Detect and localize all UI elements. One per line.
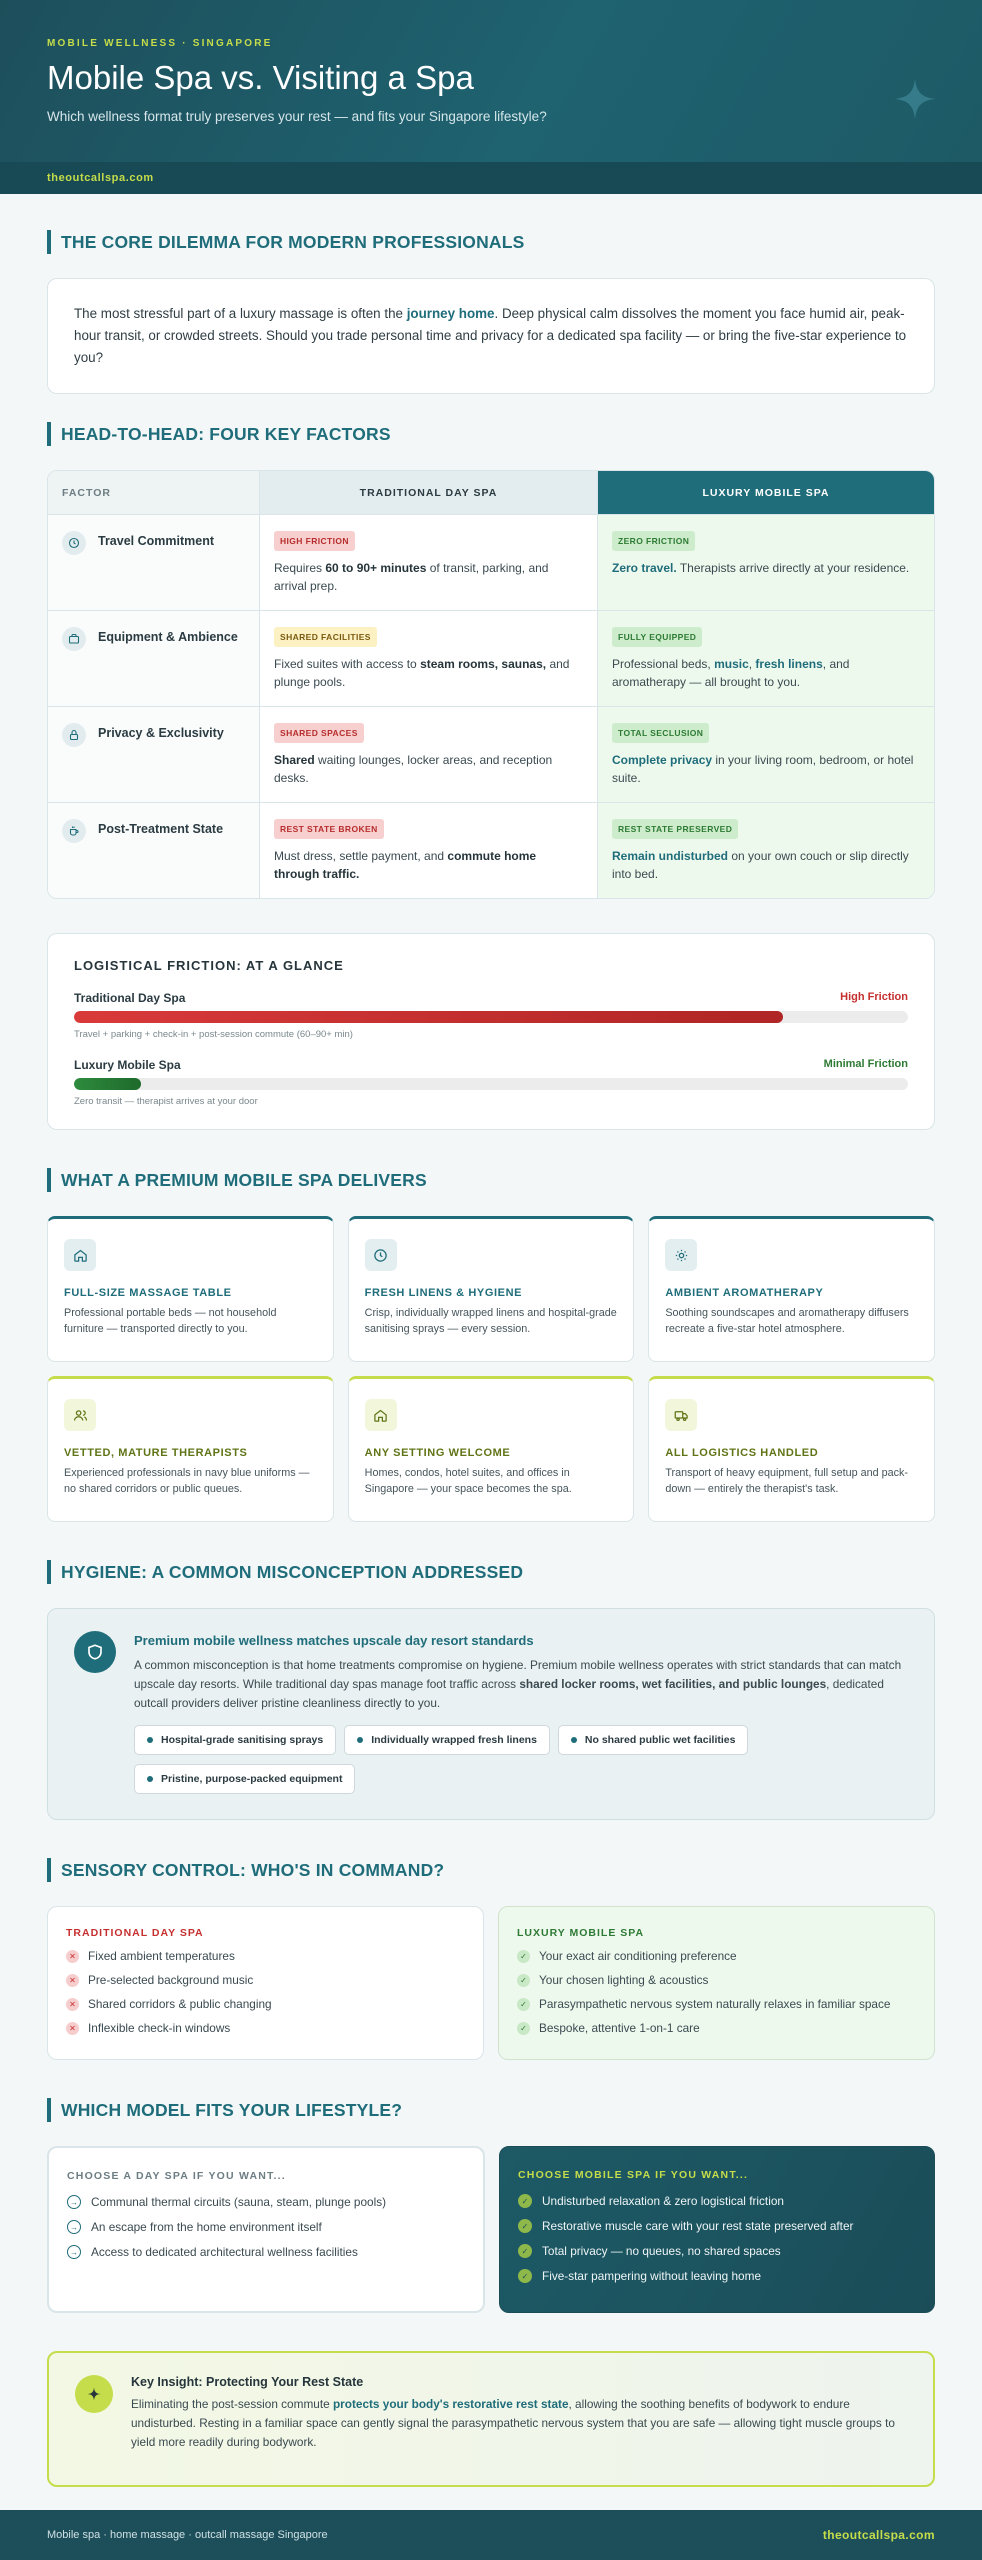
feature-card <box>47 1376 334 1522</box>
cell-text-highlight: Remain undisturbed <box>612 849 729 863</box>
friction-bar-track <box>74 1078 908 1090</box>
arrow-right-icon: → <box>67 2195 81 2209</box>
table-row <box>48 610 934 706</box>
check-icon: ✓ <box>518 2244 532 2258</box>
cell-text <box>274 559 583 595</box>
sensory-day-spa <box>47 1906 484 2060</box>
list-item-text: Restorative muscle care with your rest state preserved after <box>542 2219 854 2233</box>
sensory-mobile-title: LUXURY MOBILE SPA <box>517 1927 645 1939</box>
insight-text-part: , allowing the soothing benefits of bodywork to endure undisturbed. Resting in a familiar space can gently signal the parasympathetic nervous system that you are safe — allowing tight muscle groups to yield more readily during bodywork. <box>131 2397 895 2449</box>
arrow-right-icon: → <box>67 2220 81 2234</box>
dilemma-highlight: journey home <box>406 306 495 321</box>
features-grid <box>47 1216 935 1522</box>
factor-name: Equipment & Ambience <box>98 630 238 644</box>
list-item <box>518 2219 916 2233</box>
table-row <box>48 802 934 898</box>
status-badge: ZERO FRICTION <box>612 531 695 551</box>
factor-name: Post-Treatment State <box>98 822 224 836</box>
factor-cell <box>48 515 260 610</box>
friction-bar-track <box>74 1011 908 1023</box>
users-icon <box>64 1399 96 1431</box>
list-item <box>518 2194 916 2208</box>
hygiene-text <box>134 1656 908 1713</box>
sensory-day-title: TRADITIONAL DAY SPA <box>66 1927 204 1939</box>
hygiene-text-part: , dedicated outcall providers deliver pristine cleanliness directly to you. <box>134 1677 884 1710</box>
section-title-hygiene: HYGIENE: A COMMON MISCONCEPTION ADDRESSED <box>47 1560 935 1584</box>
hygiene-heading: Premium mobile wellness matches upscale day resort standards <box>134 1633 534 1648</box>
list-item-text: Fixed ambient temperatures <box>88 1949 235 1963</box>
chip-label: Pristine, purpose-packed equipment <box>161 1773 343 1785</box>
list-item-text: An escape from the home environment itself <box>91 2220 322 2234</box>
friction-item-day-spa <box>74 991 908 1040</box>
cross-icon: ✕ <box>66 2022 79 2035</box>
list-item-text: Pre-selected background music <box>88 1973 254 1987</box>
dilemma-text-a: The most stressful part of a luxury massage is often the <box>74 306 407 321</box>
table-row <box>48 514 934 610</box>
list-item-text: Parasympathetic nervous system naturally relaxes in familiar space <box>539 1997 891 2011</box>
header-mobile-spa: LUXURY MOBILE SPA <box>598 471 934 514</box>
feature-card <box>47 1216 334 1362</box>
main-content <box>0 230 982 2487</box>
factor-cell <box>48 611 260 706</box>
friction-level: Minimal Friction <box>823 1058 908 1070</box>
key-insight-card <box>47 2351 935 2487</box>
friction-note: Zero transit — therapist arrives at your door <box>74 1096 258 1107</box>
status-badge: TOTAL SECLUSION <box>612 723 709 743</box>
list-item <box>518 2244 916 2258</box>
clock-icon <box>365 1239 397 1271</box>
feature-desc: Experienced professionals in navy blue uniforms — no shared corridors or public queues. <box>64 1467 310 1495</box>
check-icon: ✓ <box>517 1998 530 2011</box>
feature-desc: Professional portable beds — not household furniture — transported directly to you. <box>64 1307 277 1335</box>
cell-text-highlight: Zero travel. <box>612 561 677 575</box>
cell-text-part: Fixed suites with access to <box>274 657 421 671</box>
list-item-text: Five-star pampering without leaving home <box>542 2269 762 2283</box>
check-icon: ✓ <box>517 2022 530 2035</box>
briefcase-icon <box>62 627 86 651</box>
list-item-text: Bespoke, attentive 1-on-1 care <box>539 2021 700 2035</box>
header-day-spa: TRADITIONAL DAY SPA <box>260 471 598 514</box>
feature-title: FULL-SIZE MASSAGE TABLE <box>64 1287 232 1299</box>
header-factor: FACTOR <box>48 471 260 514</box>
list-item <box>517 2021 916 2035</box>
status-badge: SHARED FACILITIES <box>274 627 377 647</box>
factor-name: Privacy & Exclusivity <box>98 726 224 740</box>
feature-card <box>648 1216 935 1362</box>
lifestyle-comparison <box>47 2146 935 2313</box>
status-badge: REST STATE BROKEN <box>274 819 384 839</box>
cell-text <box>612 751 920 787</box>
lock-icon <box>62 723 86 747</box>
feature-desc: Transport of heavy equipment, full setup and pack-down — entirely the therapist's task. <box>665 1467 908 1495</box>
cross-icon: ✕ <box>66 1998 79 2011</box>
feature-desc: Soothing soundscapes and aromatherapy diffusers recreate a five-star hotel atmosphere. <box>665 1307 909 1335</box>
check-icon: ✓ <box>517 1974 530 1987</box>
bullet-dot <box>357 1737 363 1743</box>
list-item <box>517 1949 916 1963</box>
cell-text-bold: steam rooms, saunas, <box>420 657 547 671</box>
list-item-text: Your chosen lighting & acoustics <box>539 1973 709 1987</box>
cup-icon <box>62 819 86 843</box>
lifestyle-day-spa <box>47 2146 485 2313</box>
hygiene-body <box>134 1631 908 1793</box>
domain-link[interactable]: theoutcallspa.com <box>47 172 154 184</box>
mobile-spa-cell <box>598 611 934 706</box>
mobile-spa-cell <box>598 707 934 802</box>
list-item-text: Undisturbed relaxation & zero logistical friction <box>542 2194 784 2208</box>
factor-name: Travel Commitment <box>98 534 215 548</box>
cell-text-part: Therapists arrive directly at your residence. <box>676 561 910 575</box>
cell-text <box>274 751 583 787</box>
insight-text <box>131 2395 907 2452</box>
hero-eyebrow: MOBILE WELLNESS · SINGAPORE <box>47 38 273 49</box>
sensory-comparison <box>47 1906 935 2060</box>
chip-label: No shared public wet facilities <box>584 1734 736 1746</box>
list-item <box>518 2269 916 2283</box>
cell-text-bold: Shared <box>274 753 315 767</box>
insight-body <box>131 2375 907 2463</box>
list-item <box>67 2245 465 2259</box>
list-item <box>517 1973 916 1987</box>
section-title-delivers: WHAT A PREMIUM MOBILE SPA DELIVERS <box>47 1168 935 1192</box>
feature-title: ALL LOGISTICS HANDLED <box>665 1447 819 1459</box>
factor-cell <box>48 803 260 898</box>
feature-desc: Homes, condos, hotel suites, and offices in Singapore — your space becomes the spa. <box>364 1467 572 1495</box>
cell-text-part: waiting lounges, locker areas, and reception desks. <box>274 753 553 785</box>
cell-text-part: on your own couch or slip directly into bed. <box>612 849 909 881</box>
cell-text-part: Professional beds, <box>612 657 715 671</box>
friction-level: High Friction <box>840 991 908 1003</box>
hygiene-chips <box>134 1725 908 1794</box>
cell-text-part: and plunge pools. <box>274 657 570 689</box>
feature-desc: Crisp, individually wrapped linens and hospital-grade sanitising sprays — every session. <box>364 1307 617 1335</box>
insight-highlight: protects your body's restorative rest state <box>332 2397 569 2411</box>
lifestyle-mobile-spa <box>499 2146 935 2313</box>
section-title-factors: HEAD-TO-HEAD: FOUR KEY FACTORS <box>47 422 935 446</box>
feature-title: VETTED, MATURE THERAPISTS <box>64 1447 248 1459</box>
friction-label: Luxury Mobile Spa <box>74 1058 181 1072</box>
lifestyle-day-title: CHOOSE A DAY SPA IF YOU WANT... <box>67 2170 286 2182</box>
status-badge: HIGH FRICTION <box>274 531 355 551</box>
cell-text <box>274 655 583 691</box>
cell-text <box>612 655 920 691</box>
friction-item-mobile-spa <box>74 1058 908 1107</box>
feature-card <box>348 1216 635 1362</box>
truck-icon <box>665 1399 697 1431</box>
hygiene-chip <box>134 1725 336 1755</box>
cell-text-highlight: music <box>714 657 749 671</box>
feature-title: FRESH LINENS & HYGIENE <box>364 1287 523 1299</box>
cell-text-part: in your living room, bedroom, or hotel suite. <box>612 753 914 785</box>
cell-text-bold: 60 to 90+ minutes <box>325 561 427 575</box>
sparkle-icon <box>892 76 938 122</box>
friction-label: Traditional Day Spa <box>74 991 186 1005</box>
list-item <box>66 1973 465 1987</box>
list-item-text: Total privacy — no queues, no shared spaces <box>542 2244 781 2258</box>
list-item-text: Shared corridors & public changing <box>88 1997 272 2011</box>
check-icon: ✓ <box>517 1950 530 1963</box>
hygiene-chip <box>558 1725 749 1755</box>
friction-bar-fill <box>74 1011 783 1023</box>
feature-card <box>648 1376 935 1522</box>
home-icon <box>365 1399 397 1431</box>
insight-title: Key Insight: Protecting Your Rest State <box>131 2375 364 2389</box>
cell-text-part: , and aromatherapy — all brought to you. <box>612 657 850 689</box>
day-spa-cell <box>260 515 598 610</box>
feature-card <box>348 1376 635 1522</box>
section-title-lifestyle: WHICH MODEL FITS YOUR LIFESTYLE? <box>47 2098 935 2122</box>
cross-icon: ✕ <box>66 1950 79 1963</box>
chip-label: Hospital-grade sanitising sprays <box>161 1734 324 1746</box>
sun-icon <box>665 1239 697 1271</box>
domain-bar <box>0 162 982 194</box>
dilemma-text-b: . Deep physical calm dissolves the moment you face humid air, peak-hour transit, or crowded streets. Should you trade personal time and privacy for a dedicated spa facility — or bring the five-star experience to you? <box>74 306 907 365</box>
comparison-table <box>47 470 935 899</box>
chip-label: Individually wrapped fresh linens <box>371 1734 537 1746</box>
day-spa-cell <box>260 611 598 706</box>
list-item <box>67 2195 465 2209</box>
list-item <box>66 2021 465 2035</box>
cell-text-highlight: fresh linens <box>755 657 823 671</box>
cell-text-part: of transit, parking, and arrival prep. <box>274 561 549 593</box>
hygiene-text-part: A common misconception is that home treatments compromise on hygiene. Premium mobile wellness operates with strict standards that can match upscale day resorts. While traditional day spas manage foot traffic across <box>134 1658 902 1691</box>
hygiene-chip <box>344 1725 550 1755</box>
cell-text <box>612 847 920 883</box>
insight-text-part: Eliminating the post-session commute <box>131 2397 333 2411</box>
friction-card <box>47 933 935 1130</box>
cell-text-part: , <box>748 657 756 671</box>
cell-text-part: Requires <box>274 561 326 575</box>
shield-icon <box>74 1631 116 1673</box>
status-badge: REST STATE PRESERVED <box>612 819 738 839</box>
hygiene-text-bold: shared locker rooms, wet facilities, and public lounges <box>519 1677 827 1691</box>
table-row <box>48 706 934 802</box>
footer-domain-link[interactable]: theoutcallspa.com <box>822 2528 935 2542</box>
hero-header <box>0 0 982 162</box>
list-item-text: Communal thermal circuits (sauna, steam, plunge pools) <box>91 2195 387 2209</box>
friction-title: LOGISTICAL FRICTION: AT A GLANCE <box>74 958 344 973</box>
section-title-dilemma: THE CORE DILEMMA FOR MODERN PROFESSIONALS <box>47 230 935 254</box>
friction-note: Travel + parking + check-in + post-session commute (60–90+ min) <box>74 1029 353 1040</box>
arrow-right-icon: → <box>67 2245 81 2259</box>
list-item <box>67 2220 465 2234</box>
bullet-dot <box>147 1776 153 1782</box>
list-item-text: Your exact air conditioning preference <box>539 1949 737 1963</box>
friction-bar-fill <box>74 1078 141 1090</box>
bullet-dot <box>147 1737 153 1743</box>
page-title: Mobile Spa vs. Visiting a Spa <box>47 59 474 96</box>
hygiene-chip <box>134 1764 355 1794</box>
feature-title: ANY SETTING WELCOME <box>364 1447 511 1459</box>
sparkle-icon <box>75 2375 113 2413</box>
cell-text-highlight: Complete privacy <box>612 753 713 767</box>
home-icon <box>64 1239 96 1271</box>
factor-cell <box>48 707 260 802</box>
list-item-text: Inflexible check-in windows <box>88 2021 231 2035</box>
list-item <box>517 1997 916 2011</box>
check-icon: ✓ <box>518 2194 532 2208</box>
list-item <box>66 1949 465 1963</box>
mobile-spa-cell <box>598 803 934 898</box>
hygiene-card <box>47 1608 935 1820</box>
sensory-mobile-spa <box>498 1906 935 2060</box>
dilemma-card <box>47 278 935 394</box>
check-icon: ✓ <box>518 2219 532 2233</box>
day-spa-cell <box>260 803 598 898</box>
lifestyle-mobile-title: CHOOSE MOBILE SPA IF YOU WANT... <box>518 2169 749 2181</box>
list-item <box>66 1997 465 2011</box>
cell-text <box>274 847 583 883</box>
status-badge: SHARED SPACES <box>274 723 364 743</box>
status-badge: FULLY EQUIPPED <box>612 627 702 647</box>
feature-title: AMBIENT AROMATHERAPY <box>665 1287 824 1299</box>
list-item-text: Access to dedicated architectural wellness facilities <box>91 2245 358 2259</box>
cell-text <box>612 559 920 577</box>
page-subtitle: Which wellness format truly preserves your rest — and fits your Singapore lifestyle? <box>47 109 547 124</box>
footer <box>0 2510 982 2560</box>
day-spa-cell <box>260 707 598 802</box>
bullet-dot <box>571 1737 577 1743</box>
footer-keywords: Mobile spa · home massage · outcall massage Singapore <box>47 2529 328 2541</box>
section-title-sensory: SENSORY CONTROL: WHO'S IN COMMAND? <box>47 1858 935 1882</box>
cell-text-part: Must dress, settle payment, and <box>274 849 448 863</box>
cell-text-bold: commute home through traffic. <box>274 849 537 881</box>
table-header <box>48 471 934 514</box>
mobile-spa-cell <box>598 515 934 610</box>
check-icon: ✓ <box>518 2269 532 2283</box>
clock-icon <box>62 531 86 555</box>
cross-icon: ✕ <box>66 1974 79 1987</box>
